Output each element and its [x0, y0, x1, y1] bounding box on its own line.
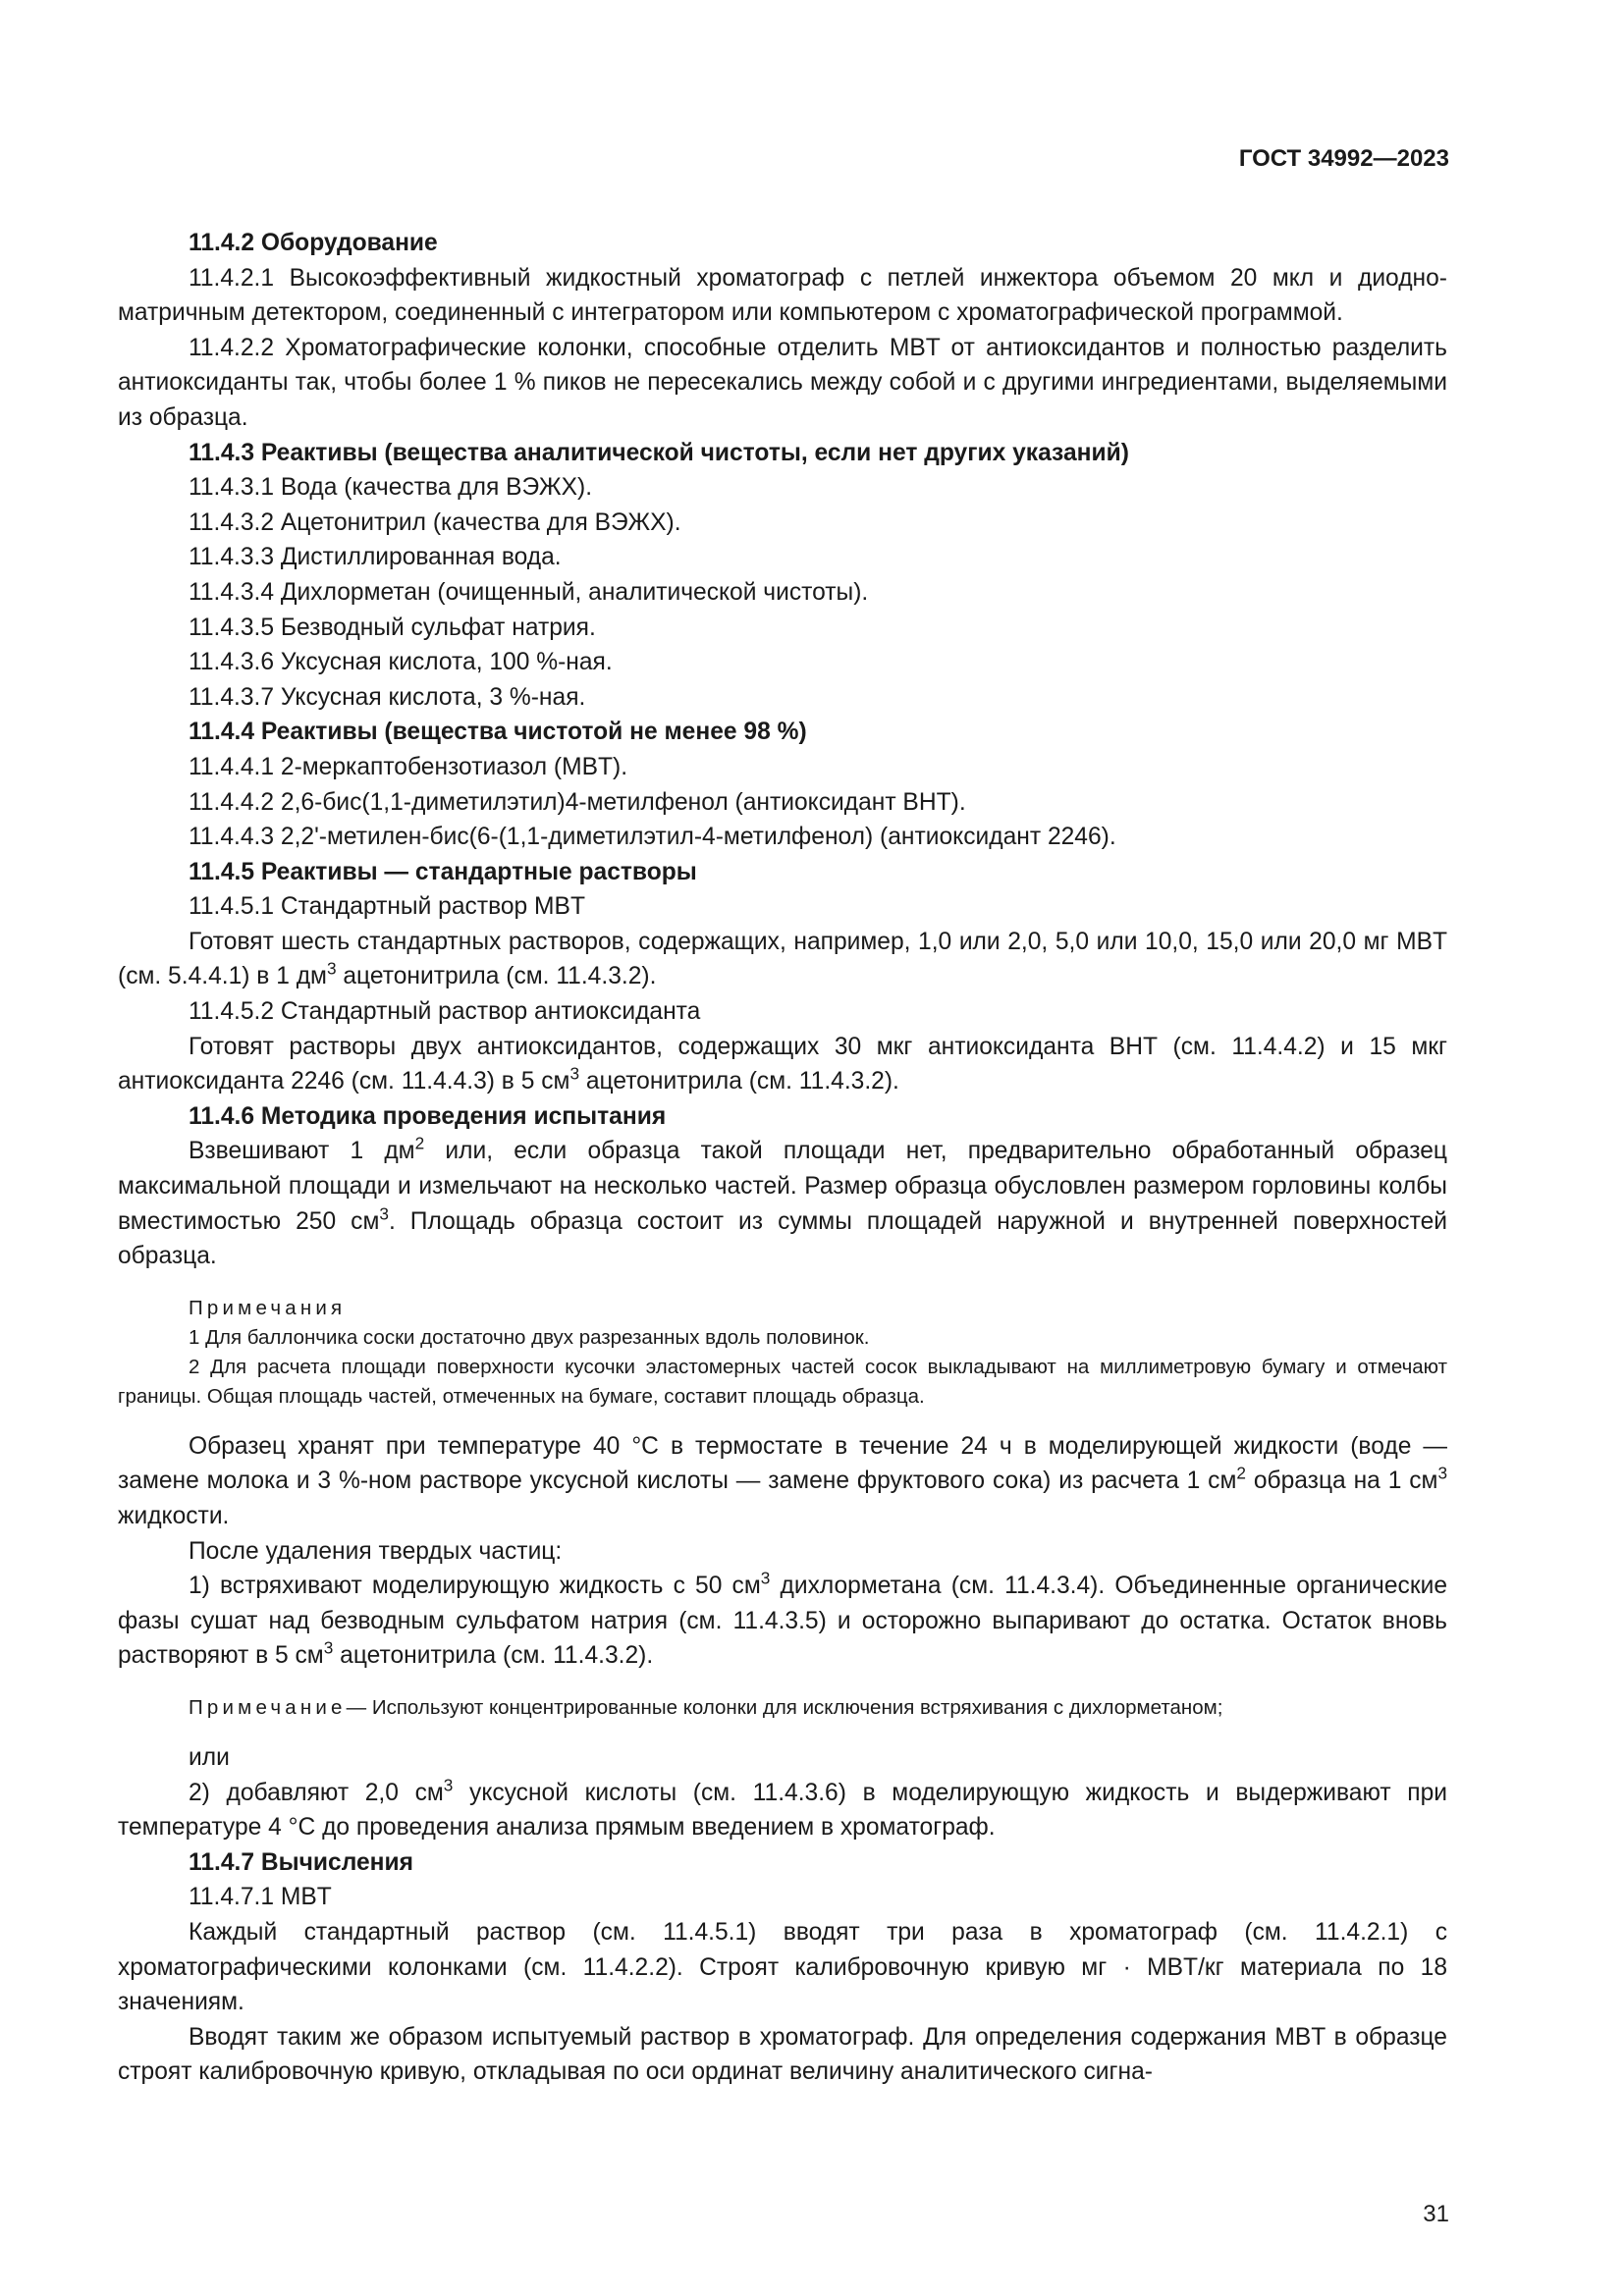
heading-11-4-3: 11.4.3 Реактивы (вещества аналитической чистоты, если нет других указаний)	[189, 439, 1129, 466]
list-item: 11.4.3.1 Вода (качества для ВЭЖХ).	[189, 474, 593, 502]
list-item: 11.4.3.5 Безводный сульфат натрия.	[189, 614, 596, 641]
paragraph: Каждый стандартный раствор (см. 11.4.5.1) вводят три раза в хроматограф (см. 11.4.2.1) с хроматографическими колонками (см. 11.4.2.2). Строят калибровочную кривую мг · MBT/кг материала по 18 значениям.	[118, 1918, 1447, 2016]
note-inline: Примечание— Используют концентрированные колонки для исключения встряхивания с дихлорметаном;	[189, 1695, 1223, 1719]
paragraph: Вводят таким же образом испытуемый раствор в хроматограф. Для определения содержания MBT в образце строят калибровочную кривую, откладывая по оси ординат величину аналитического сигна-	[118, 2023, 1447, 2086]
note-item: 2 Для расчета площади поверхности кусочки эластомерных частей сосок выкладывают на миллиметровую бумагу и отмечают границы. Общая площадь частей, отмеченных на бумаге, составит площадь образца.	[118, 1355, 1447, 1408]
paragraph: Готовят шесть стандартных растворов, содержащих, например, 1,0 или 2,0, 5,0 или 10,0, 15,0 или 20,0 мг MBT (см. 5.4.4.1) в 1 $дм^3$ ацетонитрила (см. 11.4.3.2).	[118, 928, 1447, 990]
paragraph: или	[189, 1743, 230, 1771]
paragraph: После удаления твердых частиц:	[189, 1537, 563, 1565]
notes-title: Примечания	[189, 1296, 347, 1319]
subheading: 11.4.7.1 MBT	[189, 1884, 332, 1911]
list-item: 11.4.4.1 2-меркаптобензотиазол (MBT).	[189, 753, 628, 780]
heading-11-4-2: 11.4.2 Оборудование	[189, 230, 438, 256]
list-item: 11.4.3.6 Уксусная кислота, 100 %-ная.	[189, 649, 613, 676]
paragraph: 1) встряхивают моделирующую жидкость с 50 $см^3$ дихлорметана (см. 11.4.3.4). Объединенные органические фазы сушат над безводным сульфатом натрия (см. 11.4.3.5) и осторожно выпаривают до остатка. Остаток вновь растворяют в 5 $см^3$ ацетонитрила (см. 11.4.3.2).	[118, 1568, 1448, 1670]
subheading: 11.4.5.2 Стандартный раствор антиоксиданта	[189, 998, 701, 1026]
page-number: 31	[1423, 2201, 1449, 2227]
note-item: 1 Для баллончика соски достаточно двух разрезанных вдоль половинок.	[189, 1325, 870, 1349]
paragraph: 2) добавляют 2,0 $см^3$ уксусной кислоты (см. 11.4.3.6) в моделирующую жидкость и выдерживают при температуре 4 °C до проведения анализа прямым введением в хроматограф.	[118, 1775, 1448, 1842]
notes-block	[118, 1294, 1447, 1412]
paragraph: Образец хранят при температуре 40 °C в термостате в течение 24 ч в моделирующей жидкости (воде — замене молока и 3 %-ном растворе уксусной кислоты — замене фруктового сока) из расчета 1 $см^2$ образца на 1 $см^3$ жидкости.	[118, 1432, 1448, 1529]
list-item: 11.4.4.3 2,2'-метилен-бис(6-(1,1-диметилэтил-4-метилфенол) (антиоксидант 2246).	[189, 824, 1116, 851]
subheading: 11.4.5.1 Стандартный раствор MBT	[189, 893, 585, 921]
list-item: 11.4.4.2 2,6-бис(1,1-диметилэтил)4-метилфенол (антиоксидант ВНТ).	[189, 788, 966, 816]
heading-11-4-4: 11.4.4 Реактивы (вещества чистотой не менее 98 %)	[189, 719, 807, 746]
heading-11-4-7: 11.4.7 Вычисления	[189, 1848, 413, 1876]
heading-11-4-5: 11.4.5 Реактивы — стандартные растворы	[189, 858, 697, 885]
list-item: 11.4.3.7 Уксусная кислота, 3 %-ная.	[189, 683, 586, 711]
paragraph: 11.4.2.1 Высокоэффективный жидкостный хроматограф с петлей инжектора объемом 20 мкл и диодно-матричным детектором, соединенный с интегратором или компьютером с хроматографической программой.	[118, 264, 1447, 327]
list-item: 11.4.3.3 Дистиллированная вода.	[189, 544, 562, 571]
list-item: 11.4.3.2 Ацетонитрил (качества для ВЭЖХ).	[189, 508, 681, 536]
paragraph: Взвешивают 1 $дм^2$ или, если образца такой площади нет, предварительно обработанный образец максимальной площади и измельчают на несколько частей. Размер образца обусловлен размером горловины колбы вместимостью 250 $см^3$. Площадь образца состоит из суммы площадей наружной и внутренней поверхностей образца.	[118, 1133, 1447, 1270]
document-body	[118, 226, 1447, 2090]
list-item: 11.4.3.4 Дихлорметан (очищенный, аналитической чистоты).	[189, 578, 869, 606]
paragraph: 11.4.2.2 Хроматографические колонки, способные отделить MBT от антиоксидантов и полностью разделить антиоксиданты так, чтобы более 1 % пиков не пересекались между собой и с другими ингредиентами, выделяемыми из образца.	[118, 334, 1447, 431]
heading-11-4-6: 11.4.6 Методика проведения испытания	[189, 1102, 667, 1130]
paragraph: Готовят растворы двух антиоксидантов, содержащих 30 мкг антиоксиданта ВНТ (см. 11.4.4.2) и 15 мкг антиоксиданта 2246 (см. 11.4.4.3) в 5 $см^3$ ацетонитрила (см. 11.4.3.2).	[118, 1033, 1447, 1095]
document-code: ГОСТ 34992—2023	[1238, 145, 1449, 172]
